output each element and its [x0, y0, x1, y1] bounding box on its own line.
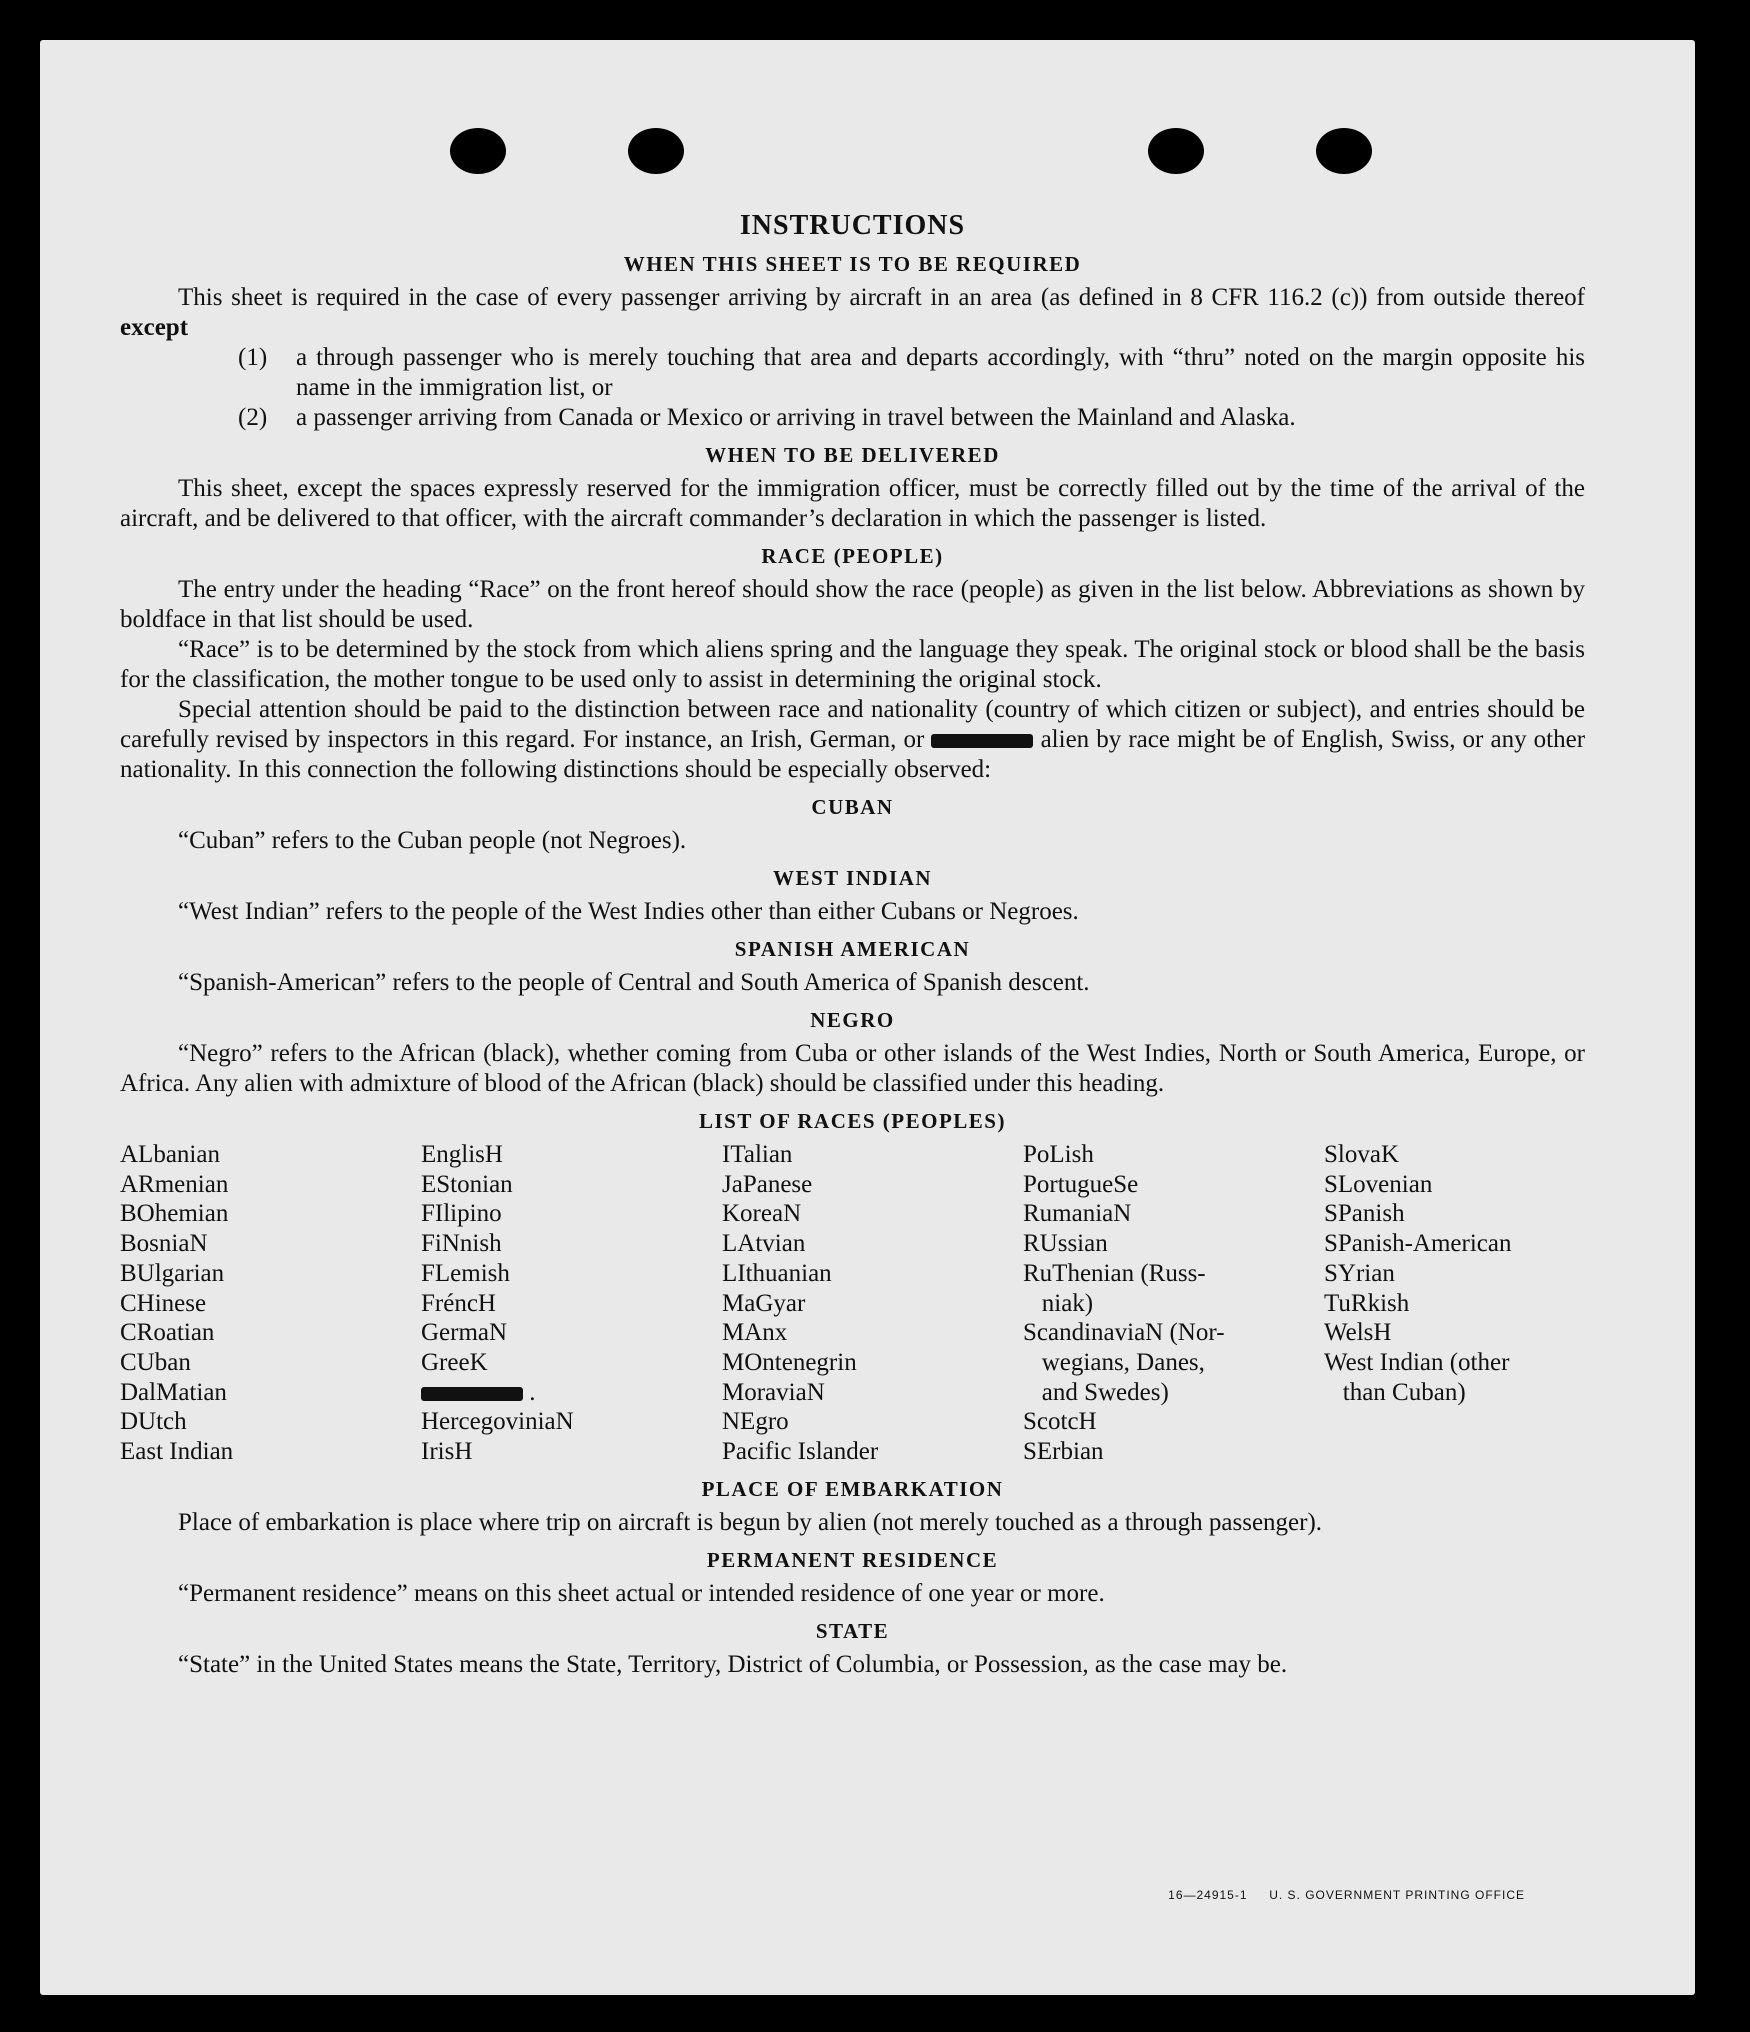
document-page: [40, 40, 1695, 1995]
race-entry: JaPanese: [722, 1170, 813, 1198]
race-entry: HercegoviniaN: [421, 1408, 574, 1436]
race-entry: IrisH: [421, 1438, 473, 1466]
race-entry: MoraviaN: [722, 1378, 825, 1406]
race-entry: BOhemian: [120, 1200, 229, 1228]
race-entry: FLemish: [421, 1259, 510, 1287]
race-entry: KoreaN: [722, 1200, 802, 1228]
race-entry: SLovenian: [1324, 1170, 1433, 1198]
races-column: [120, 1140, 421, 1467]
paragraph: “Cuban” refers to the Cuban people (not Negroes).: [178, 827, 687, 854]
page-title: INSTRUCTIONS: [739, 210, 966, 241]
race-entry: DUtch: [120, 1408, 187, 1436]
race-entry: SPanish-American: [1324, 1230, 1512, 1258]
form-number: 16—24915-1: [1168, 1888, 1248, 1902]
race-entry: RumaniaN: [1023, 1200, 1132, 1228]
race-entry: SPanish: [1324, 1200, 1405, 1228]
paragraph: This sheet, except the spaces expressly reserved for the immigration officer, must be correctly filled out by the time of the arrival of the aircraft, and be delivered to that officer, with the aircraft commander’s declaration in which the passenger is listed.: [120, 475, 1585, 532]
race-entry: LAtvian: [722, 1230, 806, 1258]
race-entry: East Indian: [120, 1438, 234, 1466]
redaction-mark: [931, 734, 1033, 748]
printer-name: U. S. GOVERNMENT PRINTING OFFICE: [1269, 1888, 1525, 1902]
race-entry: ALbanian: [120, 1141, 220, 1168]
race-entry: FiNnish: [421, 1230, 502, 1258]
race-entry: CHinese: [120, 1289, 207, 1317]
heading-negro: NEGRO: [810, 1008, 895, 1032]
list-item: (1) a through passenger who is merely touching that area and departs accordingly, with “thru” noted on the margin opposite his name in the immigration list, or: [238, 344, 1585, 401]
race-entry: SErbian: [1023, 1438, 1104, 1466]
paragraph: Place of embarkation is place where trip on aircraft is begun by alien (not merely touched as a through passenger).: [178, 1508, 1323, 1536]
race-entry: EStonian: [421, 1170, 513, 1198]
race-entry: SlovaK: [1324, 1141, 1399, 1168]
race-entry: BUlgarian: [120, 1259, 225, 1287]
heading-cuban: CUBAN: [811, 795, 894, 819]
footer-imprint: [1168, 1888, 1525, 1902]
heading-race: RACE (PEOPLE): [761, 544, 944, 568]
race-entry: DalMatian: [120, 1378, 227, 1406]
race-entry: ITalian: [722, 1141, 793, 1168]
race-entry: and Swedes): [1023, 1378, 1169, 1406]
race-entry: BosniaN: [120, 1230, 208, 1258]
punch-hole: [628, 128, 684, 174]
heading-west-indian: WEST INDIAN: [772, 866, 933, 890]
race-entry: MaGyar: [722, 1289, 806, 1317]
race-entry: MAnx: [722, 1319, 788, 1347]
heading-when-required: WHEN THIS SHEET IS TO BE REQUIRED: [623, 252, 1082, 276]
redaction-mark: [421, 1387, 523, 1401]
races-table: [120, 1140, 1585, 1467]
race-entry: EnglisH: [421, 1141, 503, 1168]
paragraph: This sheet is required in the case of every passenger arriving by aircraft in an area (as defined in 8 CFR 116.2 (c)) from outside thereof except: [120, 284, 1585, 341]
race-entry: wegians, Danes,: [1023, 1348, 1205, 1376]
race-entry: CUban: [120, 1348, 191, 1376]
race-entry: FréncH: [421, 1289, 496, 1317]
race-entry: PortugueSe: [1023, 1170, 1139, 1198]
paragraph: “State” in the United States means the State, Territory, District of Columbia, or Possession, as the case may be.: [178, 1650, 1288, 1678]
race-entry: ScotcH: [1023, 1408, 1097, 1436]
paragraph: “Permanent residence” means on this sheet actual or intended residence of one year or more.: [178, 1579, 1105, 1607]
punch-hole: [1316, 128, 1372, 174]
race-entry-redacted: .: [421, 1378, 722, 1408]
race-entry: niak): [1023, 1289, 1094, 1317]
paragraph: “Negro” refers to the African (black), whether coming from Cuba or other islands of the West Indies, North or South America, Europe, or Africa. Any alien with admixture of blood of the African (black) should be classified under this heading.: [120, 1040, 1585, 1097]
race-entry: PoLish: [1023, 1141, 1094, 1168]
races-column: [1324, 1140, 1625, 1467]
race-entry: West Indian (other: [1324, 1348, 1510, 1376]
race-entry: Pacific Islander: [722, 1438, 879, 1466]
list-item: (2) a passenger arriving from Canada or Mexico or arriving in travel between the Mainland and Alaska.: [238, 404, 1296, 431]
race-entry: than Cuban): [1324, 1378, 1466, 1406]
race-entry: RUssian: [1023, 1230, 1108, 1258]
race-entry: GermaN: [421, 1319, 508, 1347]
races-column: [722, 1140, 1023, 1467]
race-entry: FIlipino: [421, 1200, 502, 1228]
race-entry: ARmenian: [120, 1170, 229, 1198]
punch-hole: [1148, 128, 1204, 174]
race-entry: LIthuanian: [722, 1259, 832, 1287]
race-entry: SYrian: [1324, 1259, 1395, 1287]
race-entry: NEgro: [722, 1408, 789, 1436]
paragraph: “Spanish-American” refers to the people of Central and South America of Spanish descent.: [178, 969, 1090, 996]
heading-spanish-american: SPANISH AMERICAN: [734, 937, 971, 961]
races-column: [421, 1140, 722, 1467]
heading-state: STATE: [815, 1618, 890, 1643]
heading-when-delivered: WHEN TO BE DELIVERED: [705, 443, 1000, 467]
heading-residence: PERMANENT RESIDENCE: [706, 1547, 999, 1572]
race-entry: GreeK: [421, 1348, 488, 1376]
paragraph: “Race” is to be determined by the stock from which aliens spring and the language they speak. The original stock or blood shall be the basis for the classification, the mother tongue to be used only to assist in determining the original stock.: [120, 636, 1585, 693]
paragraph: “West Indian” refers to the people of the West Indies other than either Cubans or Negroes.: [178, 898, 1079, 925]
race-entry: CRoatian: [120, 1319, 215, 1347]
heading-embarkation: PLACE OF EMBARKATION: [701, 1476, 1004, 1501]
race-entry: TuRkish: [1324, 1289, 1410, 1317]
paragraph: The entry under the heading “Race” on the front hereof should show the race (people) as given in the list below. Abbreviations as shown by boldface in that list should be used.: [120, 576, 1585, 633]
heading-list-of-races: LIST OF RACES (PEOPLES): [699, 1109, 1006, 1133]
race-entry: ScandinaviaN (Nor-: [1023, 1319, 1225, 1347]
instructions-content: [120, 200, 1585, 1680]
punch-hole: [450, 128, 506, 174]
race-entry: RuThenian (Russ-: [1023, 1259, 1206, 1287]
paragraph: Special attention should be paid to the distinction between race and nationality (country of which citizen or subject), and entries should be carefully revised by inspectors in this regard. For instance, an Irish, German, or alien by race might be of English, Swiss, or any other nationality. In this connection the following distinctions should be especially observed:: [120, 696, 1586, 783]
race-entry: WelsH: [1324, 1319, 1392, 1347]
race-entry: MOntenegrin: [722, 1348, 857, 1376]
races-column: [1023, 1140, 1324, 1467]
